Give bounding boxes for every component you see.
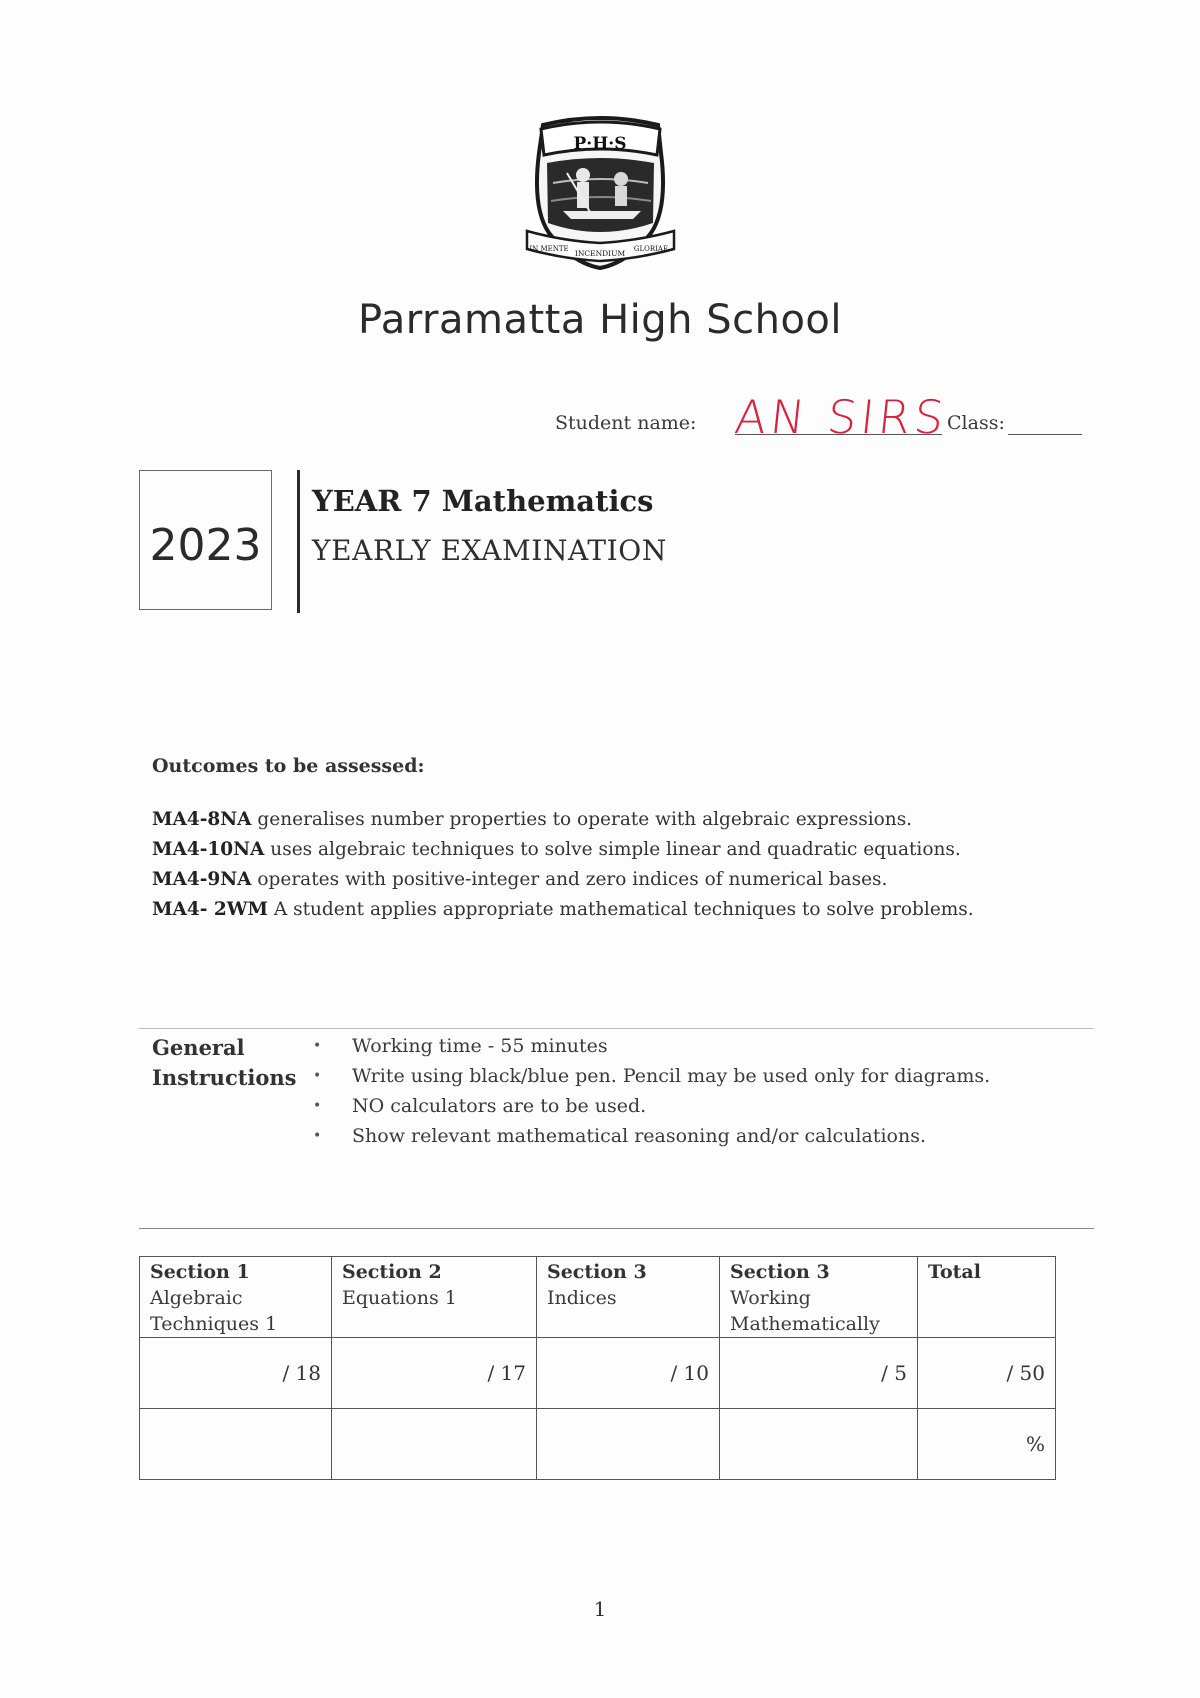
- section-title: Section 1: [150, 1261, 250, 1283]
- outcome-code: MA4- 2WM: [152, 899, 268, 920]
- marks-cell: / 50: [918, 1338, 1056, 1409]
- crest-motto-right: GLORIAE: [633, 245, 669, 253]
- section-title: Total: [928, 1261, 981, 1283]
- marks-cell: / 18: [140, 1338, 332, 1409]
- percent-cell: %: [918, 1409, 1056, 1480]
- section-subtitle: Equations 1: [342, 1287, 457, 1309]
- marks-cell: / 5: [720, 1338, 918, 1409]
- exam-year: 2023: [149, 520, 262, 571]
- marks-cell: / 10: [537, 1338, 720, 1409]
- marks-header-cell: [140, 1257, 332, 1338]
- page-number: 1: [593, 1597, 607, 1621]
- student-name-line: [735, 434, 942, 435]
- exam-type: YEARLY EXAMINATION: [312, 534, 667, 567]
- outcome-code: MA4-10NA: [152, 839, 265, 860]
- exam-subject: YEAR 7 Mathematics: [312, 484, 654, 518]
- marks-header-cell: [918, 1257, 1056, 1338]
- percent-cell: [537, 1409, 720, 1480]
- section-title: Section 3: [730, 1261, 830, 1283]
- instruction-item: • Write using black/blue pen. Pencil may be used only for diagrams.: [313, 1061, 990, 1091]
- crest-motto-center: INCENDIUM: [574, 249, 626, 258]
- outcome-text: operates with positive-integer and zero indices of numerical bases.: [251, 869, 888, 890]
- general-instructions-label-line1: General: [152, 1035, 245, 1060]
- marks-table: [139, 1256, 1056, 1480]
- crest-motto-left: IN MENTE: [529, 245, 569, 253]
- outcome-text: A student applies appropriate mathematical techniques to solve problems.: [267, 899, 974, 920]
- title-divider: [297, 470, 300, 613]
- marks-header-cell: [332, 1257, 537, 1338]
- section-divider: [139, 1228, 1094, 1229]
- student-name-handwritten: AN SIRS: [732, 390, 951, 444]
- general-instructions-label-line2: Instructions: [152, 1065, 297, 1090]
- section-subtitle: Working Mathematically: [730, 1287, 880, 1335]
- school-crest-logo: [523, 113, 678, 273]
- outcome-item: [152, 899, 974, 920]
- instructions-list: [313, 1031, 990, 1151]
- marks-table-score-row: [140, 1338, 1056, 1409]
- class-line: [1008, 434, 1082, 435]
- section-title: Section 3: [547, 1261, 647, 1283]
- student-name-label: Student name:: [555, 412, 697, 434]
- percent-cell: [720, 1409, 918, 1480]
- marks-header-cell: [720, 1257, 918, 1338]
- marks-table-percent-row: [140, 1409, 1056, 1480]
- outcome-code: MA4-8NA: [152, 809, 252, 830]
- section-subtitle: Indices: [547, 1287, 617, 1309]
- marks-table-header-row: [140, 1257, 1056, 1338]
- percent-cell: [140, 1409, 332, 1480]
- marks-cell: / 17: [332, 1338, 537, 1409]
- instruction-item: • NO calculators are to be used.: [313, 1091, 990, 1121]
- section-subtitle: Algebraic Techniques 1: [150, 1287, 278, 1335]
- section-title: Section 2: [342, 1261, 442, 1283]
- outcome-item: [152, 839, 961, 860]
- marks-header-cell: [537, 1257, 720, 1338]
- outcome-item: [152, 809, 912, 830]
- class-label: Class:: [947, 412, 1005, 434]
- percent-cell: [332, 1409, 537, 1480]
- instruction-item: • Show relevant mathematical reasoning and/or calculations.: [313, 1121, 990, 1151]
- general-instructions-label: [152, 1033, 297, 1093]
- crest-banner-text: P·H·S: [573, 134, 627, 154]
- section-divider: [139, 1028, 1094, 1029]
- school-name: Parramatta High School: [357, 297, 843, 343]
- outcome-item: [152, 869, 887, 890]
- outcomes-heading: Outcomes to be assessed:: [152, 755, 425, 777]
- instruction-item: • Working time - 55 minutes: [313, 1031, 990, 1061]
- outcome-text: generalises number properties to operate with algebraic expressions.: [251, 809, 913, 830]
- outcome-code: MA4-9NA: [152, 869, 252, 890]
- outcome-text: uses algebraic techniques to solve simple linear and quadratic equations.: [264, 839, 961, 860]
